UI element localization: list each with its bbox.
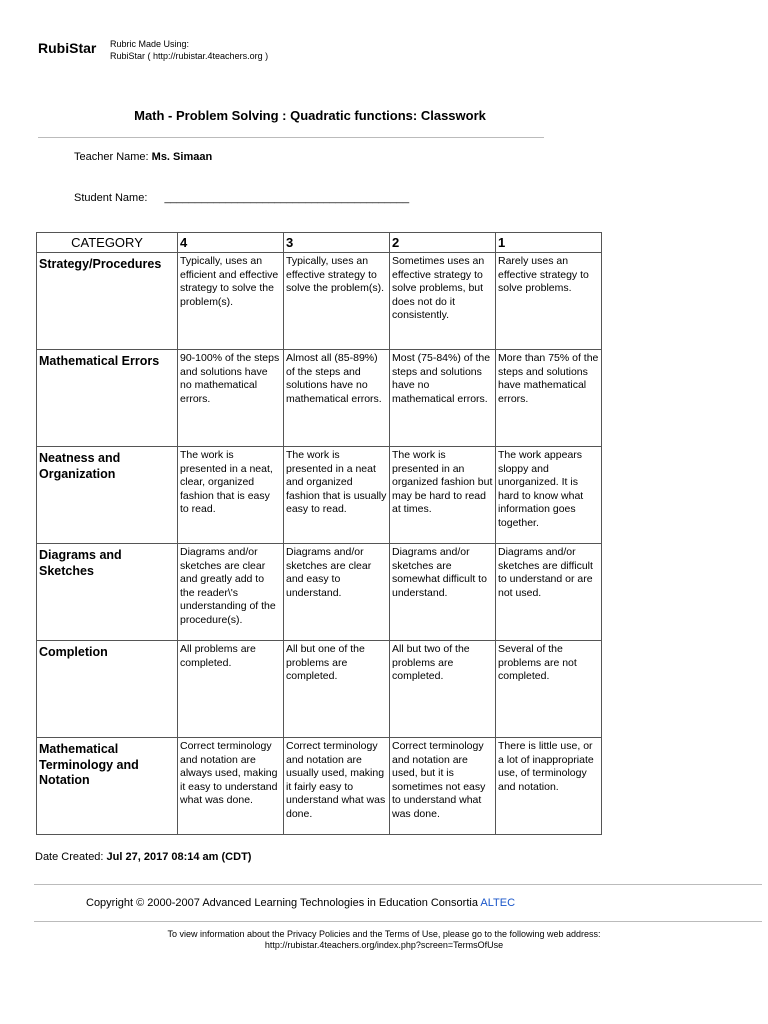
brand-name: RubiStar <box>38 40 97 56</box>
rubric-cell: All problems are completed. <box>178 641 284 738</box>
category-name: Mathematical Terminology and Notation <box>37 738 178 835</box>
header-level-2: 2 <box>390 233 496 253</box>
date-created-row <box>35 851 251 863</box>
title-divider <box>38 137 544 138</box>
table-row <box>37 350 602 447</box>
rubric-cell: Almost all (85-89%) of the steps and solutions have no mathematical errors. <box>284 350 390 447</box>
header-category: CATEGORY <box>37 233 178 253</box>
rubric-cell: All but one of the problems are completed. <box>284 641 390 738</box>
rubric-title: Math - Problem Solving : Quadratic functions: Classwork <box>134 108 486 123</box>
date-created-label: Date Created: <box>35 851 104 863</box>
student-name-label: Student Name: <box>74 192 148 204</box>
rubric-cell: All but two of the problems are completed. <box>390 641 496 738</box>
rubric-cell: Correct terminology and notation are used, but it is sometimes not easy to understand what was done. <box>390 738 496 835</box>
category-name: Diagrams and Sketches <box>37 544 178 641</box>
header-level-1: 1 <box>496 233 602 253</box>
terms-of-use-note <box>0 929 768 951</box>
rubric-cell: There is little use, or a lot of inappropriate use, of terminology and notation. <box>496 738 602 835</box>
made-using-line-2: RubiStar ( http://rubistar.4teachers.org ) <box>110 51 269 61</box>
rubric-cell: The work appears sloppy and unorganized. It is hard to know what information goes together. <box>496 447 602 544</box>
rubric-header-row <box>37 233 602 253</box>
table-row <box>37 544 602 641</box>
made-using-note <box>110 38 268 62</box>
rubric-cell: More than 75% of the steps and solutions have mathematical errors. <box>496 350 602 447</box>
category-name: Strategy/Procedures <box>37 253 178 350</box>
rubric-cell: Most (75-84%) of the steps and solutions have no mathematical errors. <box>390 350 496 447</box>
teacher-name-value: Ms. Simaan <box>151 151 213 163</box>
rubric-cell: Diagrams and/or sketches are clear and greatly add to the reader\'s understanding of the procedure(s). <box>178 544 284 641</box>
rubric-cell: Correct terminology and notation are usually used, making it fairly easy to understand what was done. <box>284 738 390 835</box>
header-level-3: 3 <box>284 233 390 253</box>
rubric-cell: Rarely uses an effective strategy to solve problems. <box>496 253 602 350</box>
footer-divider-bottom <box>34 921 762 922</box>
teacher-name-label: Teacher Name: <box>74 151 149 163</box>
category-name: Mathematical Errors <box>37 350 178 447</box>
student-name-row <box>74 192 409 204</box>
rubric-cell: Diagrams and/or sketches are somewhat difficult to understand. <box>390 544 496 641</box>
rubric-cell: Typically, uses an effective strategy to solve the problem(s). <box>284 253 390 350</box>
rubric-cell: Sometimes uses an effective strategy to solve problems, but does not do it consistently. <box>390 253 496 350</box>
table-row <box>37 738 602 835</box>
category-name: Neatness and Organization <box>37 447 178 544</box>
altec-link[interactable]: ALTEC <box>480 897 516 909</box>
terms-line-1: To view information about the Privacy Policies and the Terms of Use, please go to the following web address: <box>167 929 601 939</box>
table-row <box>37 447 602 544</box>
copyright-line <box>86 897 515 909</box>
copyright-text: Copyright © 2000-2007 Advanced Learning Technologies in Education Consortia <box>86 897 478 909</box>
footer-divider-top <box>34 884 762 885</box>
date-created-value: Jul 27, 2017 08:14 am (CDT) <box>106 851 252 863</box>
category-name: Completion <box>37 641 178 738</box>
rubric-cell: Several of the problems are not completed. <box>496 641 602 738</box>
student-name-blank: ________________________________________ <box>164 192 410 204</box>
table-row <box>37 641 602 738</box>
header-level-4: 4 <box>178 233 284 253</box>
rubric-cell: Diagrams and/or sketches are difficult to understand or are not used. <box>496 544 602 641</box>
rubric-cell: Correct terminology and notation are always used, making it easy to understand what was done. <box>178 738 284 835</box>
rubric-cell: The work is presented in a neat, clear, organized fashion that is easy to read. <box>178 447 284 544</box>
rubric-cell: The work is presented in a neat and organized fashion that is usually easy to read. <box>284 447 390 544</box>
rubric-cell: 90-100% of the steps and solutions have no mathematical errors. <box>178 350 284 447</box>
rubric-cell: The work is presented in an organized fashion but may be hard to read at times. <box>390 447 496 544</box>
rubric-cell: Diagrams and/or sketches are clear and easy to understand. <box>284 544 390 641</box>
terms-url[interactable]: http://rubistar.4teachers.org/index.php?screen=TermsOfUse <box>264 940 504 950</box>
rubric-table <box>36 232 602 835</box>
table-row <box>37 253 602 350</box>
teacher-name-row <box>74 151 212 163</box>
rubric-cell: Typically, uses an efficient and effective strategy to solve the problem(s). <box>178 253 284 350</box>
made-using-line-1: Rubric Made Using: <box>110 39 190 49</box>
